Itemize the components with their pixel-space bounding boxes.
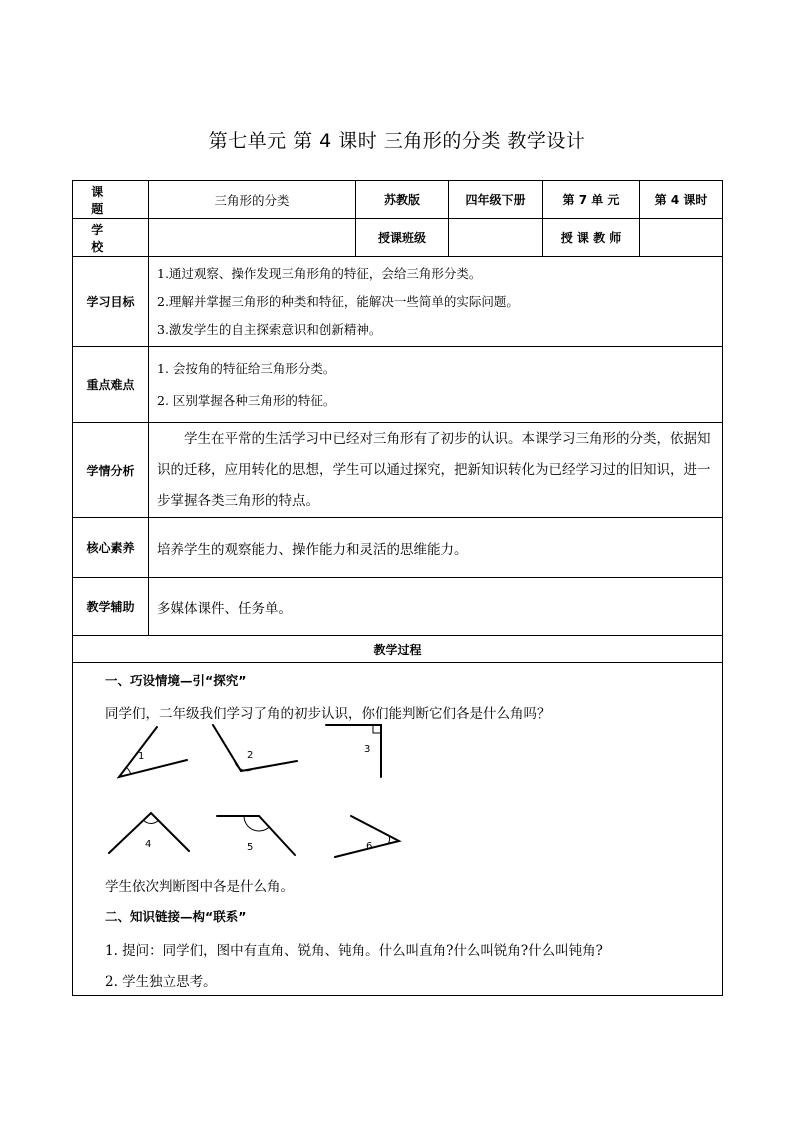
row-school [73, 219, 723, 257]
publisher-value: 苏教版 [356, 181, 449, 219]
label-analysis: 学情分析 [73, 423, 149, 518]
angle-5-lines [217, 816, 295, 855]
topic-value: 三角形的分类 [149, 181, 356, 219]
analysis-content [149, 423, 723, 518]
row-aids [73, 578, 723, 636]
row-analysis [73, 423, 723, 518]
step-2-text: 2. 学生独立思考。 [105, 974, 217, 990]
key-point-item: 1. 会按角的特征给三角形分类。 [157, 360, 336, 376]
grade-value: 四年级下册 [449, 181, 543, 219]
label-aids: 教学辅助 [73, 578, 149, 636]
after-figure-text: 学生依次判断图中各是什么角。 [105, 879, 294, 895]
angle-2-lines [213, 725, 297, 771]
lesson-value: 第 4 课时 [640, 181, 723, 219]
process-content [73, 663, 723, 996]
lesson-plan-table [72, 180, 723, 996]
label-school: 学 校 [73, 219, 149, 257]
section-1-heading: 一、巧设情境—引“探究” [105, 673, 247, 688]
label-key-points: 重点难点 [73, 347, 149, 423]
key-point-item: 2. 区别掌握各种三角形的特征。 [157, 392, 336, 408]
key-points-content [149, 347, 723, 423]
angle-label: 5 [247, 842, 254, 853]
competency-text: 培养学生的观察能力、操作能力和灵活的思维能力。 [149, 518, 723, 578]
angle-label: 3 [364, 744, 371, 755]
row-process-header [73, 636, 723, 663]
label-class: 授课班级 [356, 219, 449, 257]
school-value [149, 219, 356, 257]
step-1-text: 1. 提问：同学们，图中有直角、锐角、钝角。什么叫直角?什么叫锐角?什么叫钝角? [105, 943, 603, 959]
angle-label: 4 [145, 839, 152, 850]
label-topic: 课 题 [73, 181, 149, 219]
objectives-content [149, 257, 723, 347]
teacher-value [640, 219, 723, 257]
row-key-points [73, 347, 723, 423]
row-objectives [73, 257, 723, 347]
objective-item: 1.通过观察、操作发现三角形角的特征，会给三角形分类。 [157, 265, 482, 281]
row-process [73, 663, 723, 996]
angle-label: 2 [247, 750, 254, 761]
label-teacher: 授 课 教 师 [543, 219, 640, 257]
angle-3-mark [373, 725, 381, 733]
angle-question: 同学们，二年级我们学习了角的初步认识，你们能判断它们各是什么角吗？ [105, 706, 551, 722]
label-objectives: 学习目标 [73, 257, 149, 347]
analysis-text: 学生在平常的生活学习中已经对三角形有了初步的认识。本课学习三角形的分类，依据知识的迁移，应用转化的思想，学生可以通过探究，把新知识转化为已经学习过的旧知识，进一步掌握各类三角形的特点。 [157, 430, 711, 509]
objective-item: 3.激发学生的自主探索意识和创新精神。 [157, 321, 382, 337]
angle-6-arc [388, 836, 389, 844]
class-value [449, 219, 543, 257]
objective-item: 2.理解并掌握三角形的种类和特征，能解决一些简单的实际问题。 [157, 293, 519, 309]
process-header: 教学过程 [73, 636, 723, 663]
page-title: 第七单元 第 4 课时 三角形的分类 教学设计 [208, 130, 586, 152]
unit-value: 第 7 单 元 [543, 181, 640, 219]
angle-1-lines [119, 727, 187, 777]
section-2-heading: 二、知识链接—构“联系” [105, 909, 247, 924]
angle-1-arc [126, 767, 130, 774]
row-topic [73, 181, 723, 219]
angle-label: 1 [138, 751, 145, 762]
aids-text: 多媒体课件、任务单。 [149, 578, 723, 636]
label-competency: 核心素养 [73, 518, 149, 578]
angle-label: 6 [366, 841, 373, 852]
angle-4-arc [143, 820, 158, 823]
row-competency [73, 518, 723, 578]
